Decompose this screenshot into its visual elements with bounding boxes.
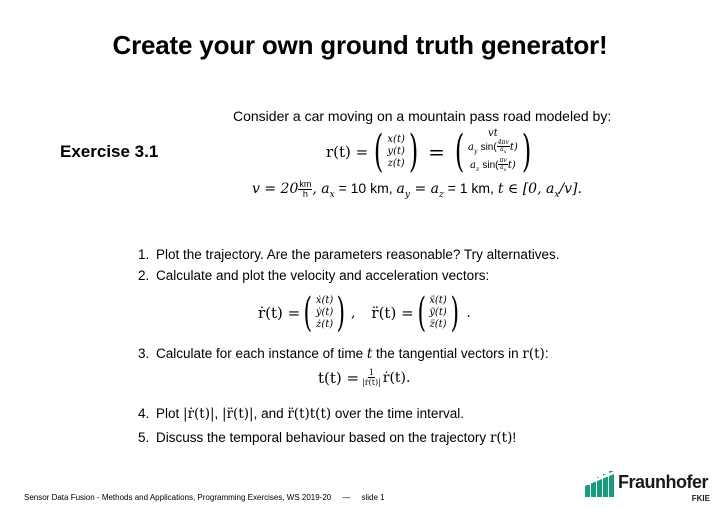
vec-y: y(t) — [387, 146, 405, 157]
model-z: $a_z$ sin( $\frac{\pi v}{a_x}$ t) — [470, 157, 516, 174]
tangent-lhs: t(t) = — [318, 368, 360, 387]
logo-wordmark: Fraunhofer — [618, 472, 709, 492]
parameters-line: v = 20 $\frac{km}{h}$ , $a_x = 10$ km, $a_y = a_z = 1$ km, t ∈ [0, $a_x/v$]. — [252, 179, 582, 200]
velocity-vector: ẋ(t) ẏ(t) ż(t) — [315, 295, 334, 330]
acceleration-vector: ẍ(t) ÿ(t) z̈(t) — [429, 295, 447, 330]
list-item-4: 4. Plot |ṙ(t)|, |r̈(t)|, and r̈(t)t(t) over the time interval. — [138, 406, 464, 422]
right-paren-2: ) — [521, 126, 532, 177]
velocity-lhs: ṙ(t) = — [258, 304, 301, 322]
list-item-5: 5. Discuss the temporal behaviour based on the trajectory r(t)! — [138, 430, 517, 446]
tangent-equation: t(t) = $\frac{1}{\text{|ṙ(t)|}}$ ṙ(t). — [318, 368, 411, 387]
model-vector — [468, 128, 518, 176]
list-item-1: 1. Plot the trajectory. Are the parameters reasonable? Try alternatives. — [138, 247, 560, 262]
model-y: $a_y$ sin( $\frac{4\pi v}{a_x}$ t) — [468, 138, 518, 156]
right-paren: ) — [408, 126, 419, 177]
list-item-2: 2. Calculate and plot the velocity and acceleration vectors: — [138, 268, 490, 283]
exercise-label: Exercise 3.1 — [60, 142, 159, 161]
velocity-acceleration-equation: ṙ(t) = ( ẋ(t) ẏ(t) ż(t) ) , r̈(t) = ( ẍ(t) ÿ(t) z̈(t) ) . — [258, 290, 471, 336]
left-paren-2: ( — [454, 126, 465, 177]
equation-lhs: r(t) = — [326, 143, 369, 161]
left-paren: ( — [374, 126, 384, 177]
trajectory-equation — [326, 128, 535, 176]
slide-title: Create your own ground truth generator! — [112, 30, 608, 60]
vec-z: z(t) — [387, 158, 405, 169]
acceleration-lhs: r̈(t) = — [371, 304, 414, 322]
list-item-3: 3. Calculate for each instance of time t the tangential vectors in r(t): — [138, 346, 549, 362]
position-vector — [387, 134, 404, 170]
vec-x: x(t) — [387, 134, 405, 145]
fraunhofer-logo — [583, 467, 713, 507]
logo-institute: FKIE — [691, 494, 710, 503]
slide-footer: Sensor Data Fusion - Methods and Applications, Programming Exercises, WS 2019-20 — slide 1 — [24, 493, 385, 502]
model-x: vt — [488, 127, 498, 139]
equals-sign: = — [428, 140, 445, 164]
tangent-fraction: $\frac{1}{\text{|ṙ(t)|}}$ — [362, 368, 381, 387]
intro-text: Consider a car moving on a mountain pass road modeled by: — [233, 108, 612, 124]
fraunhofer-emblem-icon — [585, 471, 615, 497]
